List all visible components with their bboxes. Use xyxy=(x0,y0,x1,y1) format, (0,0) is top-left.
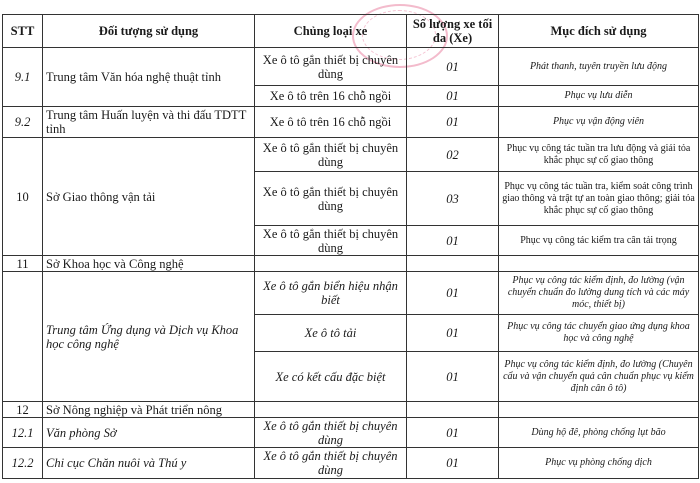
table-row xyxy=(3,138,699,172)
row-qty: 01 xyxy=(407,352,499,402)
table-row xyxy=(3,418,699,448)
row-type: Xe ô tô trên 16 chỗ ngồi xyxy=(255,107,407,138)
row-stt: 9.2 xyxy=(3,107,43,138)
row-qty: 01 xyxy=(407,48,499,86)
row-purpose: Phát thanh, tuyên truyền lưu động xyxy=(499,48,699,86)
row-qty: 01 xyxy=(407,418,499,448)
header-type: Chủng loại xe xyxy=(255,15,407,48)
row-purpose: Phục vụ phòng chống dịch xyxy=(499,448,699,479)
row-user: Chi cục Chăn nuôi và Thú y xyxy=(43,448,255,479)
row-stt: 12.1 xyxy=(3,418,43,448)
header-qty: Số lượng xe tối đa (Xe) xyxy=(407,15,499,48)
row-qty: 03 xyxy=(407,172,499,226)
header-purpose: Mục đích sử dụng xyxy=(499,15,699,48)
row-type: Xe ô tô gắn thiết bị chuyên dùng xyxy=(255,418,407,448)
table-row xyxy=(3,448,699,479)
row-user: Trung tâm Ứng dụng và Dịch vụ Khoa học công nghệ xyxy=(43,272,255,402)
row-purpose: Phục vụ lưu diễn xyxy=(499,86,699,107)
row-dept: Sở Khoa học và Công nghệ xyxy=(43,256,255,272)
row-qty: 01 xyxy=(407,86,499,107)
row-purpose: Phục vụ vận động viên xyxy=(499,107,699,138)
row-purpose: Phục vụ công tác tuần tra, kiểm soát công trình giao thông và trật tự an toàn giao thông; giải tỏa khắc phục sự cố giao thông xyxy=(499,172,699,226)
header-user: Đối tượng sử dụng xyxy=(43,15,255,48)
row-stt: 12 xyxy=(3,402,43,418)
row-user: Trung tâm Văn hóa nghệ thuật tỉnh xyxy=(43,48,255,107)
row-purpose: Phục vụ công tác kiểm định, đo lường (vận chuyển chuẩn đo lường dung tích và các máy móc, thiết bị) xyxy=(499,272,699,315)
row-purpose: Phục vụ công tác kiểm tra cân tải trọng xyxy=(499,226,699,256)
row-type: Xe ô tô gắn thiết bị chuyên dùng xyxy=(255,448,407,479)
row-user: Sở Giao thông vận tải xyxy=(43,138,255,256)
row-type: Xe ô tô trên 16 chỗ ngồi xyxy=(255,86,407,107)
table-row xyxy=(3,256,699,272)
row-purpose: Phục vụ công tác kiểm định, đo lường (Chuyên cẩu và vận chuyển quả cân chuẩn phục vụ kiểm định cân ô tô) xyxy=(499,352,699,402)
row-stt: 11 xyxy=(3,256,43,272)
row-qty: 01 xyxy=(407,226,499,256)
row-qty: 01 xyxy=(407,107,499,138)
row-type: Xe có kết cấu đặc biệt xyxy=(255,352,407,402)
row-qty: 02 xyxy=(407,138,499,172)
row-user: Trung tâm Huấn luyện và thi đấu TDTT tỉnh xyxy=(43,107,255,138)
row-user: Văn phòng Sở xyxy=(43,418,255,448)
row-type: Xe ô tô tải xyxy=(255,315,407,352)
row-qty: 01 xyxy=(407,272,499,315)
row-qty: 01 xyxy=(407,315,499,352)
vehicle-allocation-table xyxy=(2,14,699,479)
row-type: Xe ô tô gắn biển hiệu nhận biết xyxy=(255,272,407,315)
row-purpose: Phục vụ công tác tuần tra lưu động và giải tỏa khắc phục sự cố giao thông xyxy=(499,138,699,172)
table-header-row xyxy=(3,15,699,48)
row-stt: 9.1 xyxy=(3,48,43,107)
row-type: Xe ô tô gắn thiết bị chuyên dùng xyxy=(255,138,407,172)
row-type: Xe ô tô gắn thiết bị chuyên dùng xyxy=(255,48,407,86)
header-stt: STT xyxy=(3,15,43,48)
table-row xyxy=(3,272,699,315)
table-row xyxy=(3,402,699,418)
row-type: Xe ô tô gắn thiết bị chuyên dùng xyxy=(255,226,407,256)
row-type: Xe ô tô gắn thiết bị chuyên dùng xyxy=(255,172,407,226)
row-dept: Sở Nông nghiệp và Phát triển nông xyxy=(43,402,255,418)
row-stt: 12.2 xyxy=(3,448,43,479)
row-qty: 01 xyxy=(407,448,499,479)
row-stt: 10 xyxy=(3,138,43,256)
row-purpose: Dùng hộ đê, phòng chống lụt bão xyxy=(499,418,699,448)
table-row xyxy=(3,107,699,138)
row-purpose: Phục vụ công tác chuyển giao ứng dụng khoa học và công nghệ xyxy=(499,315,699,352)
table-row xyxy=(3,48,699,86)
